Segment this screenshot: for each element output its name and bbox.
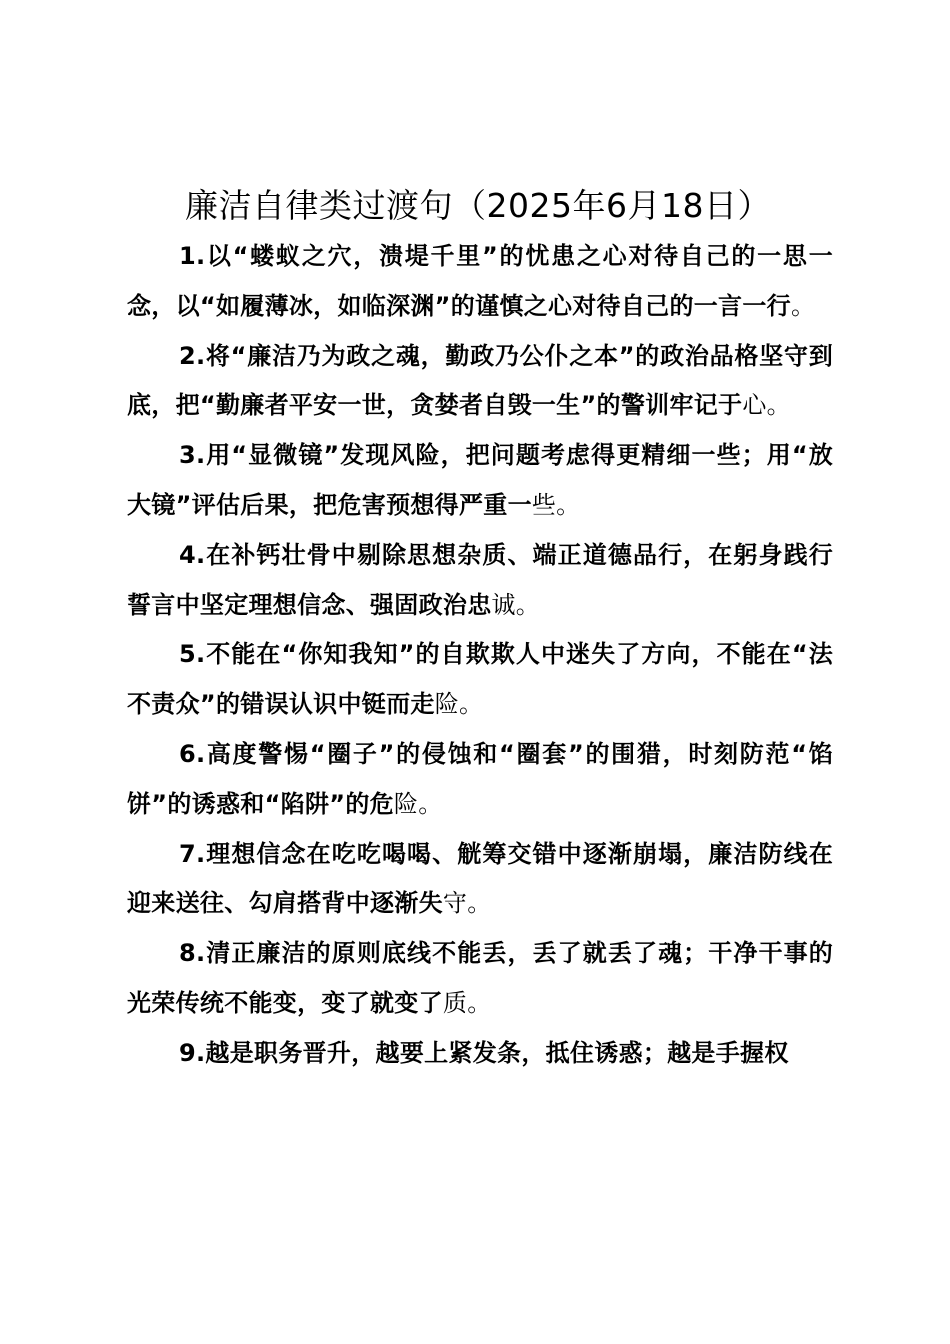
paragraph-5	[127, 630, 833, 730]
document-title: 廉洁自律类过渡句（2025年6月18日）	[185, 186, 771, 225]
paragraph-tail: 质。	[442, 988, 492, 1017]
paragraph-tail: 险。	[434, 690, 484, 719]
paragraph-text: 5.不能在“你知我知”的自欺欺人中迷失了方向，不能在“法不责众”的错误认识中铤而走	[127, 640, 833, 719]
paragraph-tail: 险。	[393, 789, 443, 818]
paragraph-4	[127, 531, 833, 631]
paragraph-text: 4.在补钙壮骨中剔除思想杂质、端正道德品行，在躬身践行誓言中坚定理想信念、强固政治忠	[127, 540, 833, 619]
paragraph-8	[127, 929, 833, 1029]
paragraph-text: 6.高度警惕“圈子”的侵蚀和“圈套”的围猎，时刻防范“馅饼”的诱惑和“陷阱”的危	[127, 739, 833, 818]
paragraph-text: 9.越是职务晋升，越要上紧发条，抵住诱惑；越是手握权	[179, 1038, 789, 1067]
paragraph-3	[127, 431, 833, 531]
paragraph-7	[127, 830, 833, 930]
paragraph-tail: 心。	[742, 391, 791, 420]
paragraph-text: 2.将“廉洁乃为政之魂，勤政乃公仆之本”的政治品格坚守到底，把“勤廉者平安一世，贪婪者自毁一生”的警训牢记于	[127, 341, 833, 420]
paragraph-tail: 守。	[442, 889, 492, 918]
paragraph-text: 3.用“显微镜”发现风险，把问题考虑得更精细一些；用“放大镜”评估后果，把危害预想得严重一	[127, 441, 833, 519]
paragraph-2	[127, 332, 833, 432]
paragraph-text: 1.以“蝼蚁之穴，溃堤千里”的忧患之心对待自己的一思一念，以“如履薄冰，如临深渊”的谨慎之心对待自己的一言一行	[127, 242, 833, 320]
paragraph-text: 7.理想信念在吃吃喝喝、觥筹交错中逐渐崩塌，廉洁防线在迎来送往、勾肩搭背中逐渐失	[127, 839, 833, 918]
paragraph-tail: 诚。	[491, 590, 541, 619]
paragraph-1	[127, 232, 833, 332]
paragraph-tail: 些。	[531, 490, 581, 519]
paragraph-9	[127, 1029, 833, 1079]
paragraph-tail: 。	[790, 291, 816, 320]
paragraph-text: 8.清正廉洁的原则底线不能丢，丢了就丢了魂；干净干事的光荣传统不能变，变了就变了	[127, 939, 833, 1017]
document-body	[127, 232, 833, 1079]
paragraph-6	[127, 730, 833, 830]
